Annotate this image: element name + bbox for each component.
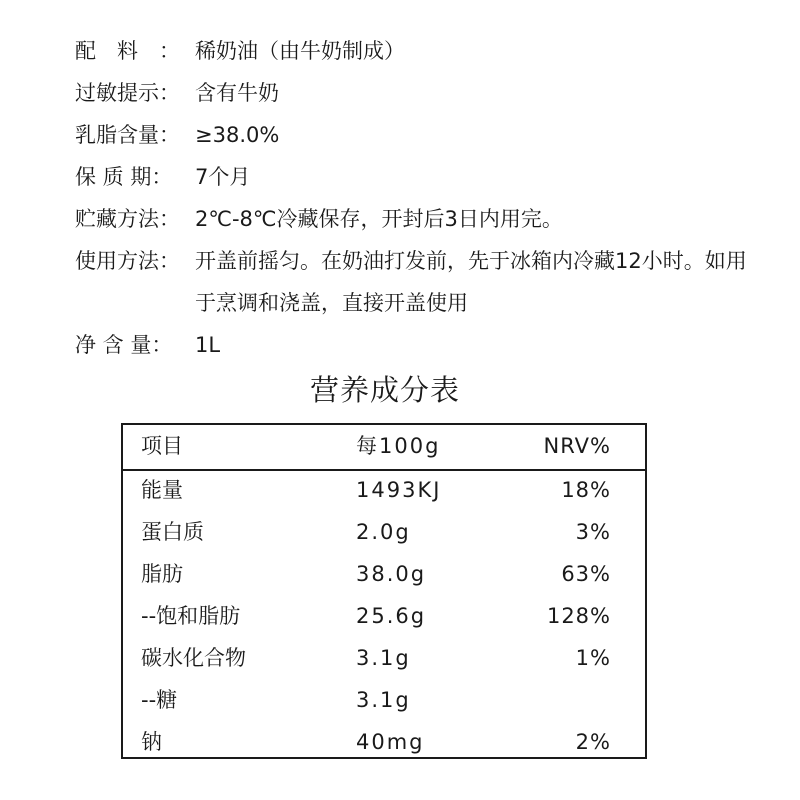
usage-value: 开盖前摇匀。在奶油打发前，先于冰箱内冷藏12小时。如用于烹调和浇盖，直接开盖使用: [195, 249, 747, 315]
row-per100: 1493KJ: [356, 478, 442, 502]
storage-value: 2℃-8℃冷藏保存，开封后3日内用完。: [195, 207, 563, 231]
row-item: 蛋白质: [141, 520, 204, 544]
milkfat-row: [75, 114, 755, 156]
row-per100: 40mg: [356, 730, 425, 754]
ingredients-value: 稀奶油（由牛奶制成）: [195, 39, 405, 63]
milkfat-label: 乳脂含量：: [75, 123, 180, 147]
shelf-life-value: 7个月: [195, 165, 251, 189]
nutrition-table: [121, 423, 647, 759]
row-per100: 3.1g: [356, 688, 411, 712]
row-per100: 25.6g: [356, 604, 427, 628]
row-item: 能量: [141, 478, 183, 502]
net-content-label: 净 含 量：: [75, 333, 173, 357]
table-row: [123, 469, 645, 511]
allergen-label: 过敏提示：: [75, 81, 180, 105]
table-row: [123, 511, 645, 553]
table-row: [123, 721, 645, 763]
shelf-life-row: [75, 156, 755, 198]
row-nrv: 1%: [575, 646, 611, 670]
row-nrv: 63%: [561, 562, 611, 586]
row-item: --饱和脂肪: [141, 604, 241, 628]
row-nrv: 3%: [575, 520, 611, 544]
usage-row: [75, 240, 755, 324]
row-per100: 38.0g: [356, 562, 427, 586]
row-nrv: 128%: [546, 604, 611, 628]
table-row: [123, 637, 645, 679]
ingredients-row: [75, 30, 755, 72]
ingredients-label: 配 料 ：: [75, 39, 180, 63]
milkfat-value: ≥38.0%: [195, 123, 280, 147]
storage-label: 贮藏方法：: [75, 207, 180, 231]
shelf-life-label: 保 质 期：: [75, 165, 173, 189]
row-item: --糖: [141, 688, 178, 712]
allergen-row: [75, 72, 755, 114]
table-header-row: [123, 425, 645, 467]
row-item: 钠: [141, 730, 162, 754]
row-nrv: 18%: [561, 478, 611, 502]
table-row: [123, 553, 645, 595]
net-content-value: 1L: [195, 333, 221, 357]
allergen-value: 含有牛奶: [195, 81, 279, 105]
header-item: 项目: [141, 434, 183, 458]
row-nrv: 2%: [575, 730, 611, 754]
storage-row: [75, 198, 755, 240]
row-per100: 2.0g: [356, 520, 411, 544]
table-row: [123, 595, 645, 637]
table-row: [123, 679, 645, 721]
header-nrv: NRV%: [543, 434, 611, 458]
nutrition-table-title: 营养成分表: [309, 373, 460, 407]
net-content-row: [75, 324, 755, 366]
row-per100: 3.1g: [356, 646, 411, 670]
usage-label: 使用方法：: [75, 249, 180, 273]
product-info: [75, 30, 755, 366]
header-per100: 每100g: [356, 434, 441, 458]
row-item: 脂肪: [141, 562, 183, 586]
row-item: 碳水化合物: [141, 646, 246, 670]
